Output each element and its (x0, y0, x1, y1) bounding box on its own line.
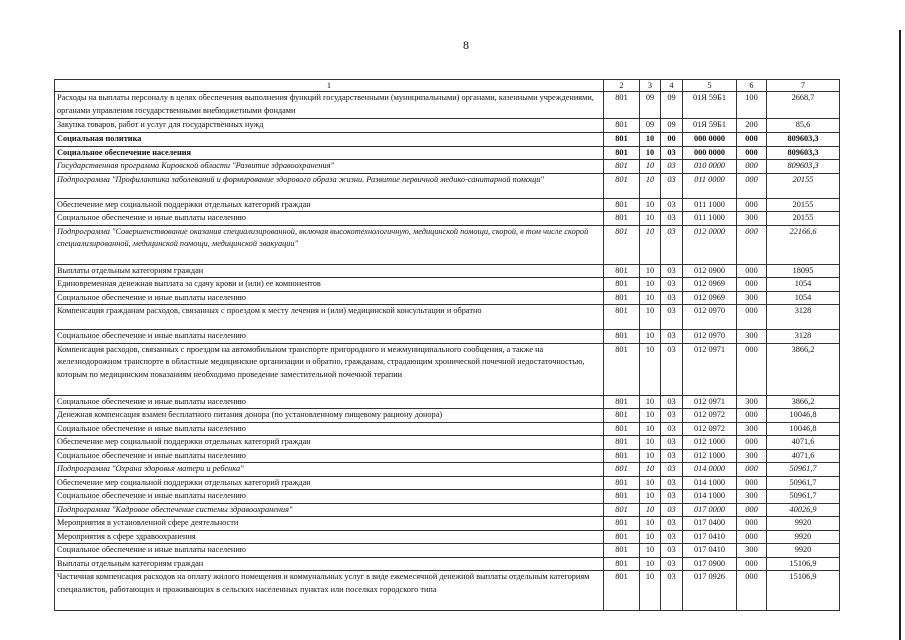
row-target-article-cell: 014 1000 (683, 476, 737, 490)
row-subsection-cell: 03 (661, 198, 683, 212)
row-subsection-cell: 03 (661, 449, 683, 463)
table-row (55, 557, 840, 571)
row-section-cell: 10 (640, 571, 661, 611)
row-code-cell: 801 (604, 291, 640, 305)
row-subsection-cell: 03 (661, 530, 683, 544)
row-description-cell: Социальное обеспечение и иные выплаты населению (55, 395, 604, 409)
row-amount-cell: 9920 (767, 544, 840, 558)
header-cell: 6 (737, 80, 767, 92)
row-expense-type-cell: 300 (737, 449, 767, 463)
row-expense-type-cell: 300 (737, 395, 767, 409)
row-amount-cell: 3128 (767, 330, 840, 344)
table-row (55, 173, 840, 198)
table-row (55, 449, 840, 463)
row-code-cell: 801 (604, 490, 640, 504)
table-row (55, 530, 840, 544)
row-target-article-cell: 017 0400 (683, 517, 737, 531)
row-target-article-cell: 012 0969 (683, 278, 737, 292)
row-amount-cell: 4071,6 (767, 449, 840, 463)
row-section-cell: 10 (640, 544, 661, 558)
row-subsection-cell: 09 (661, 119, 683, 133)
row-subsection-cell: 09 (661, 92, 683, 119)
row-amount-cell: 22166,6 (767, 225, 840, 264)
row-expense-type-cell: 000 (737, 343, 767, 395)
row-amount-cell: 3866,2 (767, 343, 840, 395)
row-target-article-cell: 010 0000 (683, 160, 737, 174)
row-section-cell: 10 (640, 343, 661, 395)
row-target-article-cell: 012 0971 (683, 395, 737, 409)
row-description-cell: Компенсация гражданам расходов, связанных с проездом к месту лечения и (или) медицинской консультации и обратно (55, 305, 604, 330)
table-row (55, 92, 840, 119)
row-description-cell: Частичная компенсация расходов на оплату жилого помещения и коммунальных услуг в виде ежемесячной денежной выплаты отдельным категориям специалистов, работающих и проживающих в сельских населенных пунктах или поселках городского типа (55, 571, 604, 611)
row-section-cell: 10 (640, 173, 661, 198)
row-subsection-cell: 00 (661, 133, 683, 147)
row-target-article-cell: 012 1000 (683, 449, 737, 463)
row-amount-cell: 809603,3 (767, 160, 840, 174)
row-description-cell: Социальное обеспечение и иные выплаты населению (55, 449, 604, 463)
row-subsection-cell: 03 (661, 278, 683, 292)
row-code-cell: 801 (604, 343, 640, 395)
row-amount-cell: 20155 (767, 173, 840, 198)
row-description-cell: Социальное обеспечение и иные выплаты населению (55, 212, 604, 226)
row-target-article-cell: 000 0000 (683, 133, 737, 147)
row-target-article-cell: 012 0972 (683, 422, 737, 436)
row-expense-type-cell: 000 (737, 571, 767, 611)
row-target-article-cell: 012 0000 (683, 225, 737, 264)
row-description-cell: Подпрограмма "Профилактика заболеваний и формирование здорового образа жизни. Развитие первичной медико-санитарной помощи" (55, 173, 604, 198)
row-section-cell: 10 (640, 557, 661, 571)
row-target-article-cell: 012 0971 (683, 343, 737, 395)
row-description-cell: Мероприятия в сфере здравоохранения (55, 530, 604, 544)
row-section-cell: 10 (640, 160, 661, 174)
row-description-cell: Мероприятия в установленной сфере деятельности (55, 517, 604, 531)
row-code-cell: 801 (604, 436, 640, 450)
row-target-article-cell: 012 0970 (683, 305, 737, 330)
row-target-article-cell: 011 1000 (683, 198, 737, 212)
row-code-cell: 801 (604, 557, 640, 571)
row-target-article-cell: 017 0410 (683, 544, 737, 558)
row-expense-type-cell: 000 (737, 476, 767, 490)
row-description-cell: Выплаты отдельным категориям граждан (55, 264, 604, 278)
table-row (55, 278, 840, 292)
row-amount-cell: 50961,7 (767, 476, 840, 490)
table-row (55, 119, 840, 133)
table-row (55, 160, 840, 174)
row-section-cell: 10 (640, 198, 661, 212)
page-edge-line (899, 30, 901, 640)
row-section-cell: 10 (640, 278, 661, 292)
row-expense-type-cell: 000 (737, 198, 767, 212)
row-amount-cell: 50961,7 (767, 490, 840, 504)
table-row (55, 264, 840, 278)
table-row (55, 133, 840, 147)
header-cell: 1 (55, 80, 604, 92)
row-expense-type-cell: 000 (737, 503, 767, 517)
row-subsection-cell: 03 (661, 146, 683, 160)
row-expense-type-cell: 300 (737, 330, 767, 344)
row-code-cell: 801 (604, 463, 640, 477)
row-code-cell: 801 (604, 517, 640, 531)
row-target-article-cell: 017 0926 (683, 571, 737, 611)
row-subsection-cell: 03 (661, 225, 683, 264)
table-row (55, 476, 840, 490)
row-section-cell: 10 (640, 305, 661, 330)
row-expense-type-cell: 100 (737, 92, 767, 119)
row-code-cell: 801 (604, 198, 640, 212)
row-target-article-cell: 017 0000 (683, 503, 737, 517)
table-row (55, 198, 840, 212)
row-subsection-cell: 03 (661, 557, 683, 571)
row-section-cell: 10 (640, 225, 661, 264)
row-description-cell: Подпрограмма "Охрана здоровья матери и ребенка" (55, 463, 604, 477)
row-expense-type-cell: 000 (737, 146, 767, 160)
row-section-cell: 10 (640, 517, 661, 531)
row-code-cell: 801 (604, 449, 640, 463)
row-amount-cell: 10046,8 (767, 422, 840, 436)
row-subsection-cell: 03 (661, 343, 683, 395)
table-row (55, 490, 840, 504)
header-cell: 2 (604, 80, 640, 92)
row-expense-type-cell: 000 (737, 278, 767, 292)
row-amount-cell: 20155 (767, 198, 840, 212)
table-row (55, 395, 840, 409)
row-description-cell: Государственная программа Кировской области "Развитие здравоохранения" (55, 160, 604, 174)
row-expense-type-cell: 300 (737, 212, 767, 226)
row-expense-type-cell: 000 (737, 517, 767, 531)
row-code-cell: 801 (604, 173, 640, 198)
header-cell: 4 (661, 80, 683, 92)
row-section-cell: 10 (640, 503, 661, 517)
row-section-cell: 10 (640, 291, 661, 305)
row-amount-cell: 40026,9 (767, 503, 840, 517)
row-subsection-cell: 03 (661, 395, 683, 409)
row-target-article-cell: 01Я 59Б1 (683, 119, 737, 133)
row-expense-type-cell: 000 (737, 133, 767, 147)
row-section-cell: 10 (640, 264, 661, 278)
row-subsection-cell: 03 (661, 517, 683, 531)
row-code-cell: 801 (604, 225, 640, 264)
row-code-cell: 801 (604, 146, 640, 160)
table-row (55, 422, 840, 436)
row-section-cell: 10 (640, 146, 661, 160)
row-section-cell: 10 (640, 330, 661, 344)
table-row (55, 330, 840, 344)
row-section-cell: 10 (640, 490, 661, 504)
row-expense-type-cell: 000 (737, 160, 767, 174)
row-amount-cell: 9920 (767, 517, 840, 531)
row-code-cell: 801 (604, 503, 640, 517)
row-code-cell: 801 (604, 278, 640, 292)
header-cell: 5 (683, 80, 737, 92)
row-code-cell: 801 (604, 476, 640, 490)
row-expense-type-cell: 000 (737, 173, 767, 198)
row-description-cell: Единовременная денежная выплата за сдачу крови и (или) ее компонентов (55, 278, 604, 292)
table-row (55, 291, 840, 305)
row-target-article-cell: 012 0969 (683, 291, 737, 305)
row-description-cell: Социальная политика (55, 133, 604, 147)
row-amount-cell: 85,6 (767, 119, 840, 133)
row-expense-type-cell: 300 (737, 291, 767, 305)
row-description-cell: Денежная компенсация взамен бесплатного питания донора (по установленному пищевому рациону донора) (55, 409, 604, 423)
header-row (55, 80, 840, 92)
row-description-cell: Выплаты отдельным категориям граждан (55, 557, 604, 571)
row-section-cell: 10 (640, 530, 661, 544)
table-row (55, 146, 840, 160)
row-subsection-cell: 03 (661, 476, 683, 490)
row-amount-cell: 15106,9 (767, 557, 840, 571)
row-target-article-cell: 014 1000 (683, 490, 737, 504)
row-target-article-cell: 014 0000 (683, 463, 737, 477)
row-expense-type-cell: 000 (737, 557, 767, 571)
row-subsection-cell: 03 (661, 305, 683, 330)
row-target-article-cell: 011 1000 (683, 212, 737, 226)
row-code-cell: 801 (604, 409, 640, 423)
row-amount-cell: 20155 (767, 212, 840, 226)
row-code-cell: 801 (604, 264, 640, 278)
row-description-cell: Подпрограмма "Кадровое обеспечение системы здравоохранения" (55, 503, 604, 517)
row-description-cell: Обеспечение мер социальной поддержки отдельных категорий граждан (55, 198, 604, 212)
row-target-article-cell: 012 1000 (683, 436, 737, 450)
table-row (55, 436, 840, 450)
row-section-cell: 10 (640, 463, 661, 477)
row-section-cell: 10 (640, 212, 661, 226)
row-target-article-cell: 012 0970 (683, 330, 737, 344)
table-row (55, 517, 840, 531)
row-section-cell: 09 (640, 92, 661, 119)
table-row (55, 503, 840, 517)
row-amount-cell: 9920 (767, 530, 840, 544)
row-expense-type-cell: 000 (737, 225, 767, 264)
table-row (55, 343, 840, 395)
row-section-cell: 09 (640, 119, 661, 133)
row-description-cell: Социальное обеспечение и иные выплаты населению (55, 544, 604, 558)
row-subsection-cell: 03 (661, 422, 683, 436)
row-subsection-cell: 03 (661, 571, 683, 611)
row-amount-cell: 10046,8 (767, 409, 840, 423)
row-code-cell: 801 (604, 305, 640, 330)
row-code-cell: 801 (604, 119, 640, 133)
row-subsection-cell: 03 (661, 291, 683, 305)
row-expense-type-cell: 000 (737, 264, 767, 278)
row-code-cell: 801 (604, 422, 640, 436)
row-expense-type-cell: 300 (737, 422, 767, 436)
row-expense-type-cell: 000 (737, 436, 767, 450)
row-expense-type-cell: 000 (737, 530, 767, 544)
row-amount-cell: 4071,6 (767, 436, 840, 450)
row-subsection-cell: 03 (661, 330, 683, 344)
row-amount-cell: 809603,3 (767, 146, 840, 160)
row-expense-type-cell: 300 (737, 490, 767, 504)
row-expense-type-cell: 300 (737, 544, 767, 558)
row-target-article-cell: 017 0900 (683, 557, 737, 571)
page-number: 8 (463, 38, 469, 52)
row-section-cell: 10 (640, 422, 661, 436)
row-description-cell: Социальное обеспечение и иные выплаты населению (55, 291, 604, 305)
row-section-cell: 10 (640, 476, 661, 490)
table-row (55, 305, 840, 330)
row-description-cell: Расходы на выплаты персоналу в целях обеспечения выполнения функций государственными (муниципальными) органами, казенными учреждениями, органами управления государственными внебюджетными фондами (55, 92, 604, 119)
row-amount-cell: 2668,7 (767, 92, 840, 119)
row-amount-cell: 1054 (767, 278, 840, 292)
row-target-article-cell: 011 0000 (683, 173, 737, 198)
row-subsection-cell: 03 (661, 173, 683, 198)
row-subsection-cell: 03 (661, 212, 683, 226)
row-section-cell: 10 (640, 409, 661, 423)
row-section-cell: 10 (640, 133, 661, 147)
row-target-article-cell: 017 0410 (683, 530, 737, 544)
row-description-cell: Социальное обеспечение и иные выплаты населению (55, 490, 604, 504)
row-subsection-cell: 03 (661, 160, 683, 174)
row-subsection-cell: 03 (661, 463, 683, 477)
row-description-cell: Компенсация расходов, связанных с проездом на автомобильном транспорте пригородного и межмуниципального сообщения, а также на железнодорожном транспорте в областные медицинские организации и обратно, гражданам, страдающим хронической почечной недостаточностью, которым по медицинским показаниям необходимо проведение заместительной почечной терапии (55, 343, 604, 395)
row-section-cell: 10 (640, 449, 661, 463)
table-row (55, 409, 840, 423)
row-amount-cell: 3866,2 (767, 395, 840, 409)
row-expense-type-cell: 000 (737, 463, 767, 477)
header-cell: 3 (640, 80, 661, 92)
row-amount-cell: 809603,3 (767, 133, 840, 147)
row-description-cell: Обеспечение мер социальной поддержки отдельных категорий граждан (55, 476, 604, 490)
header-cell: 7 (767, 80, 840, 92)
row-code-cell: 801 (604, 160, 640, 174)
row-section-cell: 10 (640, 436, 661, 450)
row-amount-cell: 18095 (767, 264, 840, 278)
table-row (55, 212, 840, 226)
row-expense-type-cell: 000 (737, 409, 767, 423)
row-code-cell: 801 (604, 212, 640, 226)
row-target-article-cell: 000 0000 (683, 146, 737, 160)
row-subsection-cell: 03 (661, 264, 683, 278)
row-code-cell: 801 (604, 544, 640, 558)
row-code-cell: 801 (604, 92, 640, 119)
row-description-cell: Обеспечение мер социальной поддержки отдельных категорий граждан (55, 436, 604, 450)
row-subsection-cell: 03 (661, 544, 683, 558)
table-row (55, 544, 840, 558)
row-target-article-cell: 012 0900 (683, 264, 737, 278)
row-code-cell: 801 (604, 395, 640, 409)
row-description-cell: Закупка товаров, работ и услуг для государственных нужд (55, 119, 604, 133)
table-row (55, 463, 840, 477)
row-subsection-cell: 03 (661, 436, 683, 450)
row-description-cell: Социальное обеспечение и иные выплаты населению (55, 330, 604, 344)
row-subsection-cell: 03 (661, 409, 683, 423)
row-expense-type-cell: 200 (737, 119, 767, 133)
row-target-article-cell: 012 0972 (683, 409, 737, 423)
row-code-cell: 801 (604, 330, 640, 344)
row-section-cell: 10 (640, 395, 661, 409)
row-expense-type-cell: 000 (737, 305, 767, 330)
row-subsection-cell: 03 (661, 503, 683, 517)
budget-table (54, 79, 840, 611)
row-description-cell: Подпрограмма "Совершенствование оказания специализированной, включая высокотехнологичную, медицинской помощи, скорой, в том числе скорой специализированной, медицинской помощи, медицинской эвакуации" (55, 225, 604, 264)
row-target-article-cell: 01Я 59Б1 (683, 92, 737, 119)
row-amount-cell: 15106,9 (767, 571, 840, 611)
row-description-cell: Социальное обеспечение и иные выплаты населению (55, 422, 604, 436)
row-code-cell: 801 (604, 530, 640, 544)
row-amount-cell: 50961,7 (767, 463, 840, 477)
row-code-cell: 801 (604, 571, 640, 611)
row-amount-cell: 1054 (767, 291, 840, 305)
row-description-cell: Социальное обеспечение населения (55, 146, 604, 160)
row-amount-cell: 3128 (767, 305, 840, 330)
table-row (55, 225, 840, 264)
table-row (55, 571, 840, 611)
row-subsection-cell: 03 (661, 490, 683, 504)
row-code-cell: 801 (604, 133, 640, 147)
